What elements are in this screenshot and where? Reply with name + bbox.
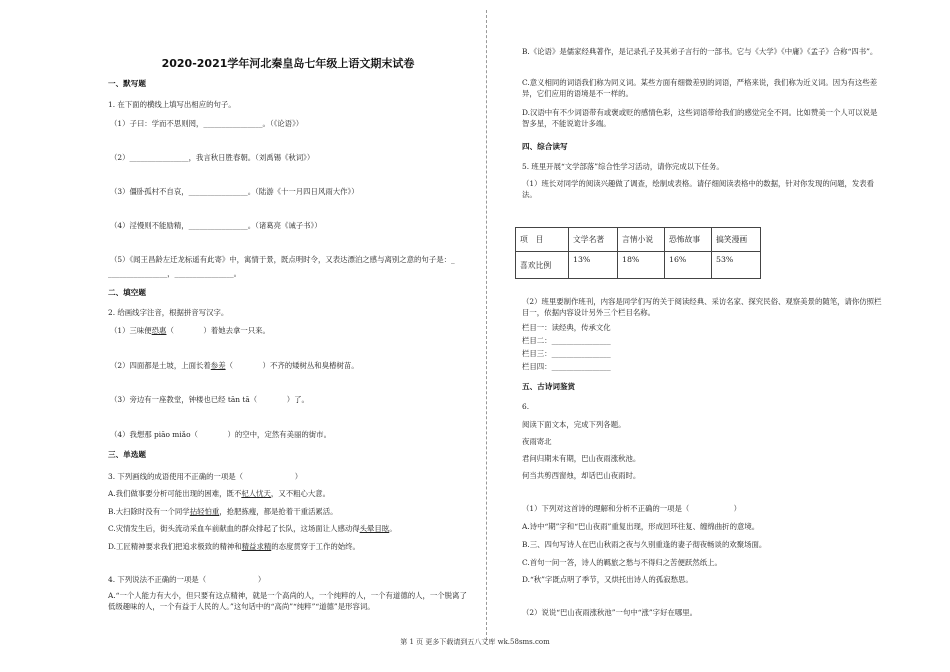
q2-1-post: （ ）着她去拿一只来。 <box>166 326 270 335</box>
question-6-intro: 阅读下面文本，完成下列各题。 <box>522 420 626 429</box>
table-cell: 53% <box>712 252 761 279</box>
question-2-1 <box>110 327 270 336</box>
lanmu-1: 栏目一：读经典，传承文化 <box>522 323 611 332</box>
question-2: 2. 给画线字注音，根据拼音写汉字。 <box>108 308 229 317</box>
table-header-cell: 搞笑漫画 <box>712 228 761 252</box>
q3c-underlined: 头晕目眩 <box>359 524 390 533</box>
table-cell: 16% <box>665 252 712 279</box>
q4-option-a: A.“一个人能力有大小，但只要有这点精神，就是一个高尚的人，一个纯粹的人，一个有道德的人，一个脱离了低级趣味的人，一个有益于人民的人。”这句话中的“高尚”“纯粹”“道德”是形容词。 <box>108 591 467 612</box>
q4-option-d: D.汉语中有不少词语带有或褒或贬的感情色彩，这些词语带给我们的感觉完全不同。比如赞美一个人可以说是智多星，不能说诡计多端。 <box>522 108 878 129</box>
lanmu-2: 栏目二：________________ <box>522 336 611 345</box>
question-3: 3. 下列画线的成语使用不正确的一项是（ ） <box>108 472 303 481</box>
question-5: 5. 班里开展“文学部落”综合性学习活动，请你完成以下任务。 <box>522 162 724 171</box>
q6-option-d: D.“秋”字既点明了季节，又烘托出诗人的孤寂愁思。 <box>522 575 693 584</box>
q4-option-c: C.意义相同的词语我们称为同义词。某些方面有细微差别的词语，严格来说，我们称为近义词。因为有这些差异，它们应用的语境是不一样的。 <box>522 78 878 99</box>
q3-option-d <box>108 543 360 552</box>
table-header-cell: 文学名著 <box>569 228 618 252</box>
lanmu-3: 栏目三：________________ <box>522 349 611 358</box>
question-6: 6. <box>522 402 530 411</box>
q3a-pre: A.我们做事要分析可能出现的困难，既不 <box>108 489 242 498</box>
section-heading-5: 五、古诗词鉴赏 <box>522 382 576 391</box>
table-header-cell: 言情小说 <box>618 228 665 252</box>
poem-title: 夜雨寄北 <box>522 437 552 446</box>
survey-table <box>515 227 761 279</box>
table-header-cell: 恐怖故事 <box>665 228 712 252</box>
page-divider <box>486 10 487 640</box>
q2-2-pre: （2）四面都是土坡，上面长着 <box>110 361 211 370</box>
question-2-2 <box>110 362 359 371</box>
q3b-underlined: 拈轻怕重 <box>189 507 220 516</box>
section-heading-2: 二、填空题 <box>108 288 146 297</box>
question-6-2: （2）说说“巴山夜雨涨秋池”一句中“涨”字好在哪里。 <box>522 608 698 617</box>
q2-2-post: （ ）不齐的矮树丛和臭椿树苗。 <box>225 361 359 370</box>
q3b-post: ，抢肥拣瘦，都是抢着干重活累活。 <box>219 507 338 516</box>
question-2-4: （4）我想那 piāo miǎo（ ）的空中，定然有美丽的街市。 <box>110 430 331 439</box>
table-header-row <box>516 228 761 252</box>
q3-option-b <box>108 508 338 517</box>
q6-option-b: B.三、四句写诗人在巴山秋雨之夜与久别重逢的妻子彻夜畅谈的欢聚场面。 <box>522 540 767 549</box>
q3a-underlined: 杞人忧天 <box>241 489 271 498</box>
question-4: 4. 下列说法不正确的一项是（ ） <box>108 575 266 584</box>
question-1-2: （2）________________，我言秋日胜春朝。（刘禹锡《秋词》） <box>110 153 315 162</box>
question-1-4: （4）淫慢则不能励精，________________。（诸葛亮《诫子书》） <box>110 221 322 230</box>
section-heading-4: 四、综合读写 <box>522 142 568 151</box>
q4-option-b: B.《论语》是儒家经典著作，是记录孔子及其弟子言行的一部书。它与《大学》《中庸》《孟子》合称“四书”。 <box>522 47 878 56</box>
q6-option-c: C.首句一问一答，诗人的羁旅之愁与不得归之苦便跃然纸上。 <box>522 558 722 567</box>
q3b-pre: B.大扫除时没有一个同学 <box>108 507 190 516</box>
question-1: 1. 在下面的横线上填写出相应的句子。 <box>108 100 236 109</box>
question-1-5-blanks: ________________，________________。 <box>108 269 242 278</box>
question-1-3: （3）僵卧孤村不自哀，________________。（陆游《十一月四日风雨大作》） <box>110 187 359 196</box>
question-5-1: （1）班长对同学的阅读兴趣做了调查，绘制成表格。请仔细阅读表格中的数据，针对你发现的问题，发表看法。 <box>522 179 875 200</box>
table-header-cell: 项 目 <box>516 228 569 252</box>
section-heading-3: 三、单选题 <box>108 450 146 459</box>
table-row-label: 喜欢比例 <box>516 252 569 279</box>
page-title: 2020-2021学年河北秦皇岛七年级上语文期末试卷 <box>161 57 415 70</box>
question-2-3: （3）旁边有一座教堂，钟楼也已经 tān tā（ ）了。 <box>110 395 309 404</box>
q3d-post: 的态度贯穿于工作的始终。 <box>271 542 360 551</box>
q3d-pre: D.工匠精神要求我们把追求极致的精神和 <box>108 542 242 551</box>
question-1-5: （5）《闻王昌龄左迁龙标遥有此寄》中，寓情于景，既点明时令，又表达漂泊之感与离别之意的句子是：_ <box>110 255 455 264</box>
q2-1-pre: （1）三味便 <box>110 326 152 335</box>
q2-2-underlined-word: 参差 <box>210 361 226 370</box>
q3c-pre: C.灾情发生后，街头流动采血车前献血的群众排起了长队，这场面让人感动得 <box>108 524 360 533</box>
question-6-1: （1）下列对这首诗的理解和分析不正确的一项是（ ） <box>522 504 742 513</box>
lanmu-4: 栏目四：________________ <box>522 362 611 371</box>
table-cell: 18% <box>618 252 665 279</box>
q3d-underlined: 精益求精 <box>241 542 272 551</box>
q3-option-c <box>108 525 397 534</box>
q3c-post: 。 <box>389 524 397 533</box>
section-heading-1: 一、默写题 <box>108 79 146 88</box>
poem-line-2: 何当共剪西窗烛，却话巴山夜雨时。 <box>522 471 641 480</box>
poem-line-1: 君问归期未有期，巴山夜雨涨秋池。 <box>522 454 641 463</box>
question-5-2: （2）班里要制作班刊，内容是同学们写的关于阅读经典、采访名家、探究民俗、观察美景的随笔，请你仿照栏目一，依据内容设计另外三个栏目名称。 <box>522 297 882 318</box>
q3-option-a <box>108 490 330 499</box>
table-row <box>516 252 761 279</box>
q2-1-underlined-word: 恐惠 <box>151 326 167 335</box>
q3a-post: ，又不粗心大意。 <box>270 489 331 498</box>
question-1-1: （1）子曰：学而不思则罔，________________。（《论语》） <box>110 119 304 128</box>
page-footer: 第 1 页 更多下载请到五八文库 wk.58sms.com <box>400 638 550 646</box>
q6-option-a: A.诗中“期”字和“巴山夜雨”重复出现，形成回环往复、缠绵曲折的意境。 <box>522 522 760 531</box>
table-cell: 13% <box>569 252 618 279</box>
